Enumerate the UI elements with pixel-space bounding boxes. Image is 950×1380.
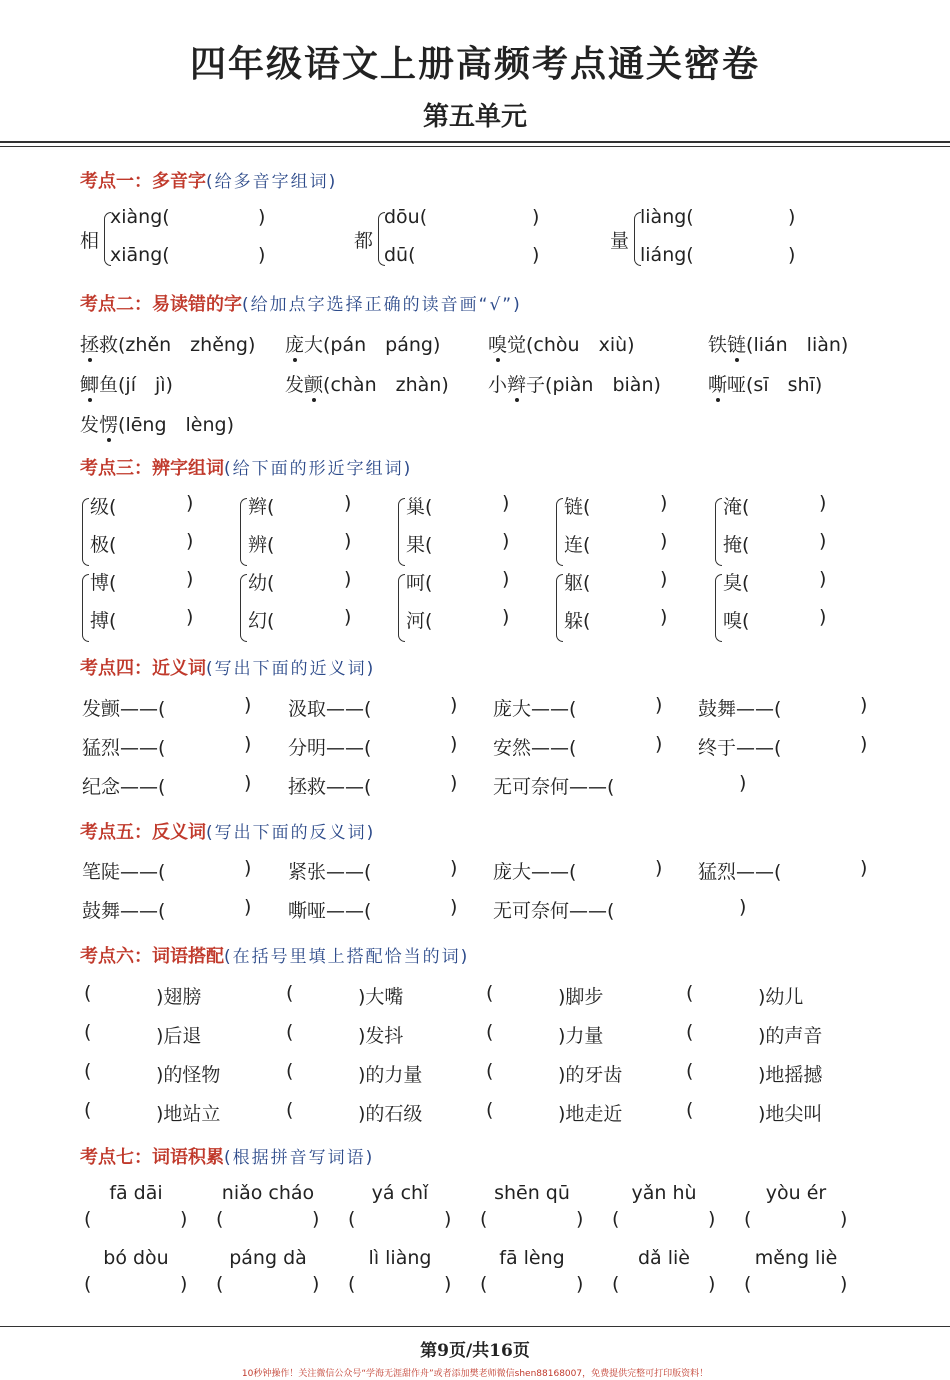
similar-char-item: 幻(	[248, 610, 275, 632]
similar-char-item: 辫(	[248, 496, 275, 518]
answer-blank-close: )	[660, 606, 668, 628]
section-1-heading: 考点一：多音字(给多音字组词)	[80, 171, 338, 192]
similar-char-item: 级(	[90, 496, 117, 518]
synonym-item: 无可奈何——(	[493, 776, 615, 798]
similar-char-item: 河(	[406, 610, 433, 632]
dotted-char: 愣	[99, 414, 119, 436]
answer-blank-close: )	[840, 1273, 848, 1295]
answer-blank-close: )	[532, 206, 540, 228]
pronunciation-item	[285, 330, 440, 357]
collocation-item: )地尖叫	[758, 1103, 823, 1125]
antonym-item: 笔陡——(	[82, 861, 166, 883]
pinyin-prompt: bó dòu	[103, 1247, 169, 1269]
answer-blank-open: (	[84, 982, 92, 1004]
answer-blank-close: )	[344, 492, 352, 514]
antonym-item: 嘶哑——(	[288, 900, 372, 922]
answer-blank-close: )	[244, 772, 252, 794]
answer-blank-close: )	[450, 694, 458, 716]
collocation-item: )后退	[156, 1025, 202, 1047]
answer-blank-close: )	[819, 606, 827, 628]
synonym-item: 汲取——(	[288, 698, 372, 720]
answer-blank-close: )	[244, 694, 252, 716]
similar-char-item: 辨(	[248, 534, 275, 556]
answer-blank-close: )	[860, 733, 868, 755]
answer-blank-close: )	[502, 492, 510, 514]
answer-blank-close: )	[502, 606, 510, 628]
reading-options: 鱼(jí jì)	[99, 374, 173, 396]
answer-blank-close: )	[860, 857, 868, 879]
pronunciation-item	[80, 370, 173, 397]
answer-blank-close: )	[450, 733, 458, 755]
answer-blank-open: (	[216, 1273, 224, 1295]
answer-blank-close: )	[739, 772, 747, 794]
antonym-item: 猛烈——(	[698, 861, 782, 883]
antonym-item: 紧张——(	[288, 861, 372, 883]
similar-char-item: 巢(	[406, 496, 433, 518]
collocation-item: )幼儿	[758, 986, 804, 1008]
answer-blank-open: (	[348, 1273, 356, 1295]
synonym-item: 发颤——(	[82, 698, 166, 720]
pinyin-prompt: yá chǐ	[371, 1182, 429, 1204]
page-number: 第9页/共16页	[420, 1341, 530, 1361]
answer-blank-open: (	[84, 1021, 92, 1043]
similar-char-item: 淹(	[723, 496, 750, 518]
plain-char: 小	[488, 374, 508, 396]
brace-bracket	[398, 574, 405, 642]
synonym-item: 纪念——(	[82, 776, 166, 798]
answer-blank-open: (	[486, 982, 494, 1004]
collocation-item: )脚步	[558, 986, 604, 1008]
reading-options: 大(pán páng)	[304, 334, 441, 356]
pinyin-reading: dū(	[384, 244, 416, 266]
answer-blank-close: )	[186, 606, 194, 628]
pinyin-prompt: dǎ liè	[638, 1247, 690, 1269]
similar-char-item: 果(	[406, 534, 433, 556]
pronunciation-item	[708, 330, 848, 357]
answer-blank-close: )	[788, 244, 796, 266]
pronunciation-item	[80, 330, 255, 357]
answer-blank-close: )	[258, 244, 266, 266]
answer-blank-close: )	[819, 492, 827, 514]
answer-blank-open: (	[686, 1021, 694, 1043]
answer-blank-close: )	[444, 1273, 452, 1295]
answer-blank-close: )	[244, 733, 252, 755]
synonym-item: 拯救——(	[288, 776, 372, 798]
answer-blank-open: (	[286, 1021, 294, 1043]
brace-bracket	[556, 574, 563, 642]
answer-blank-close: )	[344, 606, 352, 628]
answer-blank-open: (	[744, 1208, 752, 1230]
answer-blank-close: )	[576, 1273, 584, 1295]
dotted-char: 链	[727, 334, 747, 356]
answer-blank-open: (	[686, 1099, 694, 1121]
answer-blank-open: (	[286, 1060, 294, 1082]
brace-bracket	[398, 498, 405, 566]
answer-blank-close: )	[819, 568, 827, 590]
answer-blank-open: (	[84, 1060, 92, 1082]
answer-blank-close: )	[444, 1208, 452, 1230]
brace-bracket	[556, 498, 563, 566]
plain-char: 发	[285, 374, 305, 396]
similar-char-item: 博(	[90, 572, 117, 594]
section-7-heading: 考点七：词语积累(根据拼音写词语)	[80, 1147, 375, 1168]
synonym-item: 庞大——(	[493, 698, 577, 720]
promo-text: 10秒钟操作！关注微信公众号“学海无涯甜作舟”或者添加樊老师微信shen88168007，免费提供完整可打印版资料！	[241, 1369, 709, 1379]
answer-blank-close: )	[660, 492, 668, 514]
similar-char-item: 极(	[90, 534, 117, 556]
answer-blank-open: (	[480, 1273, 488, 1295]
synonym-item: 安然——(	[493, 737, 577, 759]
plain-char: 铁	[708, 334, 728, 356]
answer-blank-close: )	[244, 857, 252, 879]
pinyin-reading: xiàng(	[110, 206, 170, 228]
pronunciation-item	[285, 370, 449, 397]
page-title: 四年级语文上册高频考点通关密卷	[189, 43, 760, 85]
answer-blank-open: (	[686, 1060, 694, 1082]
brace-bracket	[240, 574, 247, 642]
answer-blank-close: )	[186, 568, 194, 590]
pinyin-prompt: niǎo cháo	[221, 1182, 315, 1204]
unit-subtitle: 第五单元	[422, 102, 527, 132]
answer-blank-open: (	[84, 1099, 92, 1121]
section-5-heading: 考点五：反义词(写出下面的反义词)	[80, 822, 376, 843]
answer-blank-open: (	[286, 1099, 294, 1121]
reading-options: (chàn zhàn)	[323, 374, 449, 396]
similar-char-item: 呵(	[406, 572, 433, 594]
synonym-item: 分明——(	[288, 737, 372, 759]
section-2-heading: 考点二：易读错的字(给加点字选择正确的读音画“√”)	[80, 294, 522, 315]
answer-blank-open: (	[686, 982, 694, 1004]
reading-options: (lēng lèng)	[118, 414, 234, 436]
pinyin-reading: xiāng(	[110, 244, 170, 266]
answer-blank-close: )	[450, 896, 458, 918]
collocation-item: )地走近	[558, 1103, 623, 1125]
answer-blank-close: )	[244, 896, 252, 918]
reading-options: 子(piàn biàn)	[526, 374, 661, 396]
dotted-char: 嘶	[708, 374, 728, 396]
answer-blank-close: )	[739, 896, 747, 918]
answer-blank-close: )	[655, 857, 663, 879]
antonym-item: 无可奈何——(	[493, 900, 615, 922]
answer-blank-close: )	[708, 1208, 716, 1230]
polyphone-char: 相	[80, 230, 100, 252]
answer-blank-close: )	[655, 694, 663, 716]
pinyin-reading: liàng(	[640, 206, 694, 228]
polyphone-char: 都	[354, 230, 374, 252]
pinyin-prompt: shēn qū	[494, 1182, 570, 1204]
brace-bracket	[240, 498, 247, 566]
pinyin-prompt: fā lèng	[499, 1247, 565, 1269]
footer-rule	[0, 1326, 950, 1327]
answer-blank-open: (	[348, 1208, 356, 1230]
answer-blank-open: (	[286, 982, 294, 1004]
brace-bracket	[82, 498, 89, 566]
header-rule	[0, 141, 950, 143]
answer-blank-close: )	[186, 530, 194, 552]
collocation-item: )翅膀	[156, 986, 202, 1008]
collocation-item: )地站立	[156, 1103, 221, 1125]
answer-blank-close: )	[819, 530, 827, 552]
similar-char-item: 躯(	[564, 572, 591, 594]
brace-bracket	[715, 574, 722, 642]
answer-blank-close: )	[532, 244, 540, 266]
answer-blank-open: (	[486, 1021, 494, 1043]
polyphone-char: 量	[610, 230, 630, 252]
similar-char-item: 掩(	[723, 534, 750, 556]
pinyin-prompt: měng liè	[754, 1247, 838, 1269]
antonym-item: 鼓舞——(	[82, 900, 166, 922]
answer-blank-close: )	[502, 568, 510, 590]
answer-blank-close: )	[840, 1208, 848, 1230]
answer-blank-open: (	[84, 1273, 92, 1295]
dotted-char: 鲫	[80, 374, 100, 396]
pinyin-prompt: yòu ér	[765, 1182, 827, 1204]
collocation-item: )的石级	[358, 1103, 423, 1125]
reading-options: 觉(chòu xiù)	[507, 334, 635, 356]
answer-blank-open: (	[612, 1208, 620, 1230]
similar-char-item: 搏(	[90, 610, 117, 632]
collocation-item: )地摇撼	[758, 1064, 823, 1086]
collocation-item: )的牙齿	[558, 1064, 623, 1086]
pinyin-reading: liáng(	[640, 244, 694, 266]
synonym-item: 终于——(	[698, 737, 782, 759]
synonym-item: 鼓舞——(	[698, 698, 782, 720]
dotted-char: 嗅	[488, 334, 508, 356]
answer-blank-close: )	[344, 568, 352, 590]
answer-blank-close: )	[258, 206, 266, 228]
collocation-item: )的力量	[358, 1064, 423, 1086]
plain-char: 发	[80, 414, 100, 436]
answer-blank-close: )	[180, 1273, 188, 1295]
answer-blank-open: (	[744, 1273, 752, 1295]
similar-char-item: 链(	[564, 496, 591, 518]
answer-blank-open: (	[480, 1208, 488, 1230]
answer-blank-close: )	[450, 857, 458, 879]
similar-char-item: 嗅(	[723, 610, 750, 632]
similar-char-item: 躲(	[564, 610, 591, 632]
reading-options: 哑(sī shī)	[727, 374, 823, 396]
answer-blank-close: )	[312, 1273, 320, 1295]
dotted-char: 拯	[80, 334, 100, 356]
pronunciation-item	[488, 370, 661, 397]
pinyin-prompt: páng dà	[229, 1247, 307, 1269]
answer-blank-close: )	[186, 492, 194, 514]
brace-bracket	[82, 574, 89, 642]
similar-char-item: 臭(	[723, 572, 750, 594]
synonym-item: 猛烈——(	[82, 737, 166, 759]
pinyin-prompt: lì liàng	[368, 1247, 432, 1269]
collocation-item: )大嘴	[358, 986, 404, 1008]
collocation-item: )的怪物	[156, 1064, 221, 1086]
answer-blank-close: )	[312, 1208, 320, 1230]
answer-blank-close: )	[860, 694, 868, 716]
answer-blank-close: )	[576, 1208, 584, 1230]
pinyin-reading: dōu(	[384, 206, 428, 228]
answer-blank-close: )	[450, 772, 458, 794]
answer-blank-close: )	[660, 530, 668, 552]
header-rule-thin	[0, 146, 950, 147]
pinyin-prompt: yǎn hù	[631, 1182, 697, 1204]
reading-options: 救(zhěn zhěng)	[99, 334, 256, 356]
answer-blank-close: )	[344, 530, 352, 552]
brace-bracket	[715, 498, 722, 566]
pronunciation-item	[708, 370, 822, 397]
answer-blank-close: )	[708, 1273, 716, 1295]
dotted-char: 颤	[304, 374, 324, 396]
collocation-item: )力量	[558, 1025, 604, 1047]
dotted-char: 庞	[285, 334, 305, 356]
answer-blank-open: (	[84, 1208, 92, 1230]
similar-char-item: 幼(	[248, 572, 275, 594]
dotted-char: 辫	[507, 374, 527, 396]
pinyin-prompt: fā dāi	[109, 1182, 163, 1204]
reading-options: (lián liàn)	[746, 334, 849, 356]
answer-blank-close: )	[180, 1208, 188, 1230]
answer-blank-open: (	[216, 1208, 224, 1230]
answer-blank-open: (	[612, 1273, 620, 1295]
section-4-heading: 考点四：近义词(写出下面的近义词)	[80, 658, 376, 679]
section-6-heading: 考点六：词语搭配(在括号里填上搭配恰当的词)	[80, 946, 470, 967]
antonym-item: 庞大——(	[493, 861, 577, 883]
answer-blank-close: )	[788, 206, 796, 228]
section-3-heading: 考点三：辨字组词(给下面的形近字组词)	[80, 458, 413, 479]
similar-char-item: 连(	[564, 534, 591, 556]
answer-blank-open: (	[486, 1099, 494, 1121]
collocation-item: )发抖	[358, 1025, 404, 1047]
pronunciation-item	[488, 330, 635, 357]
answer-blank-close: )	[502, 530, 510, 552]
collocation-item: )的声音	[758, 1025, 823, 1047]
answer-blank-close: )	[660, 568, 668, 590]
answer-blank-open: (	[486, 1060, 494, 1082]
pronunciation-item	[80, 410, 234, 437]
answer-blank-close: )	[655, 733, 663, 755]
